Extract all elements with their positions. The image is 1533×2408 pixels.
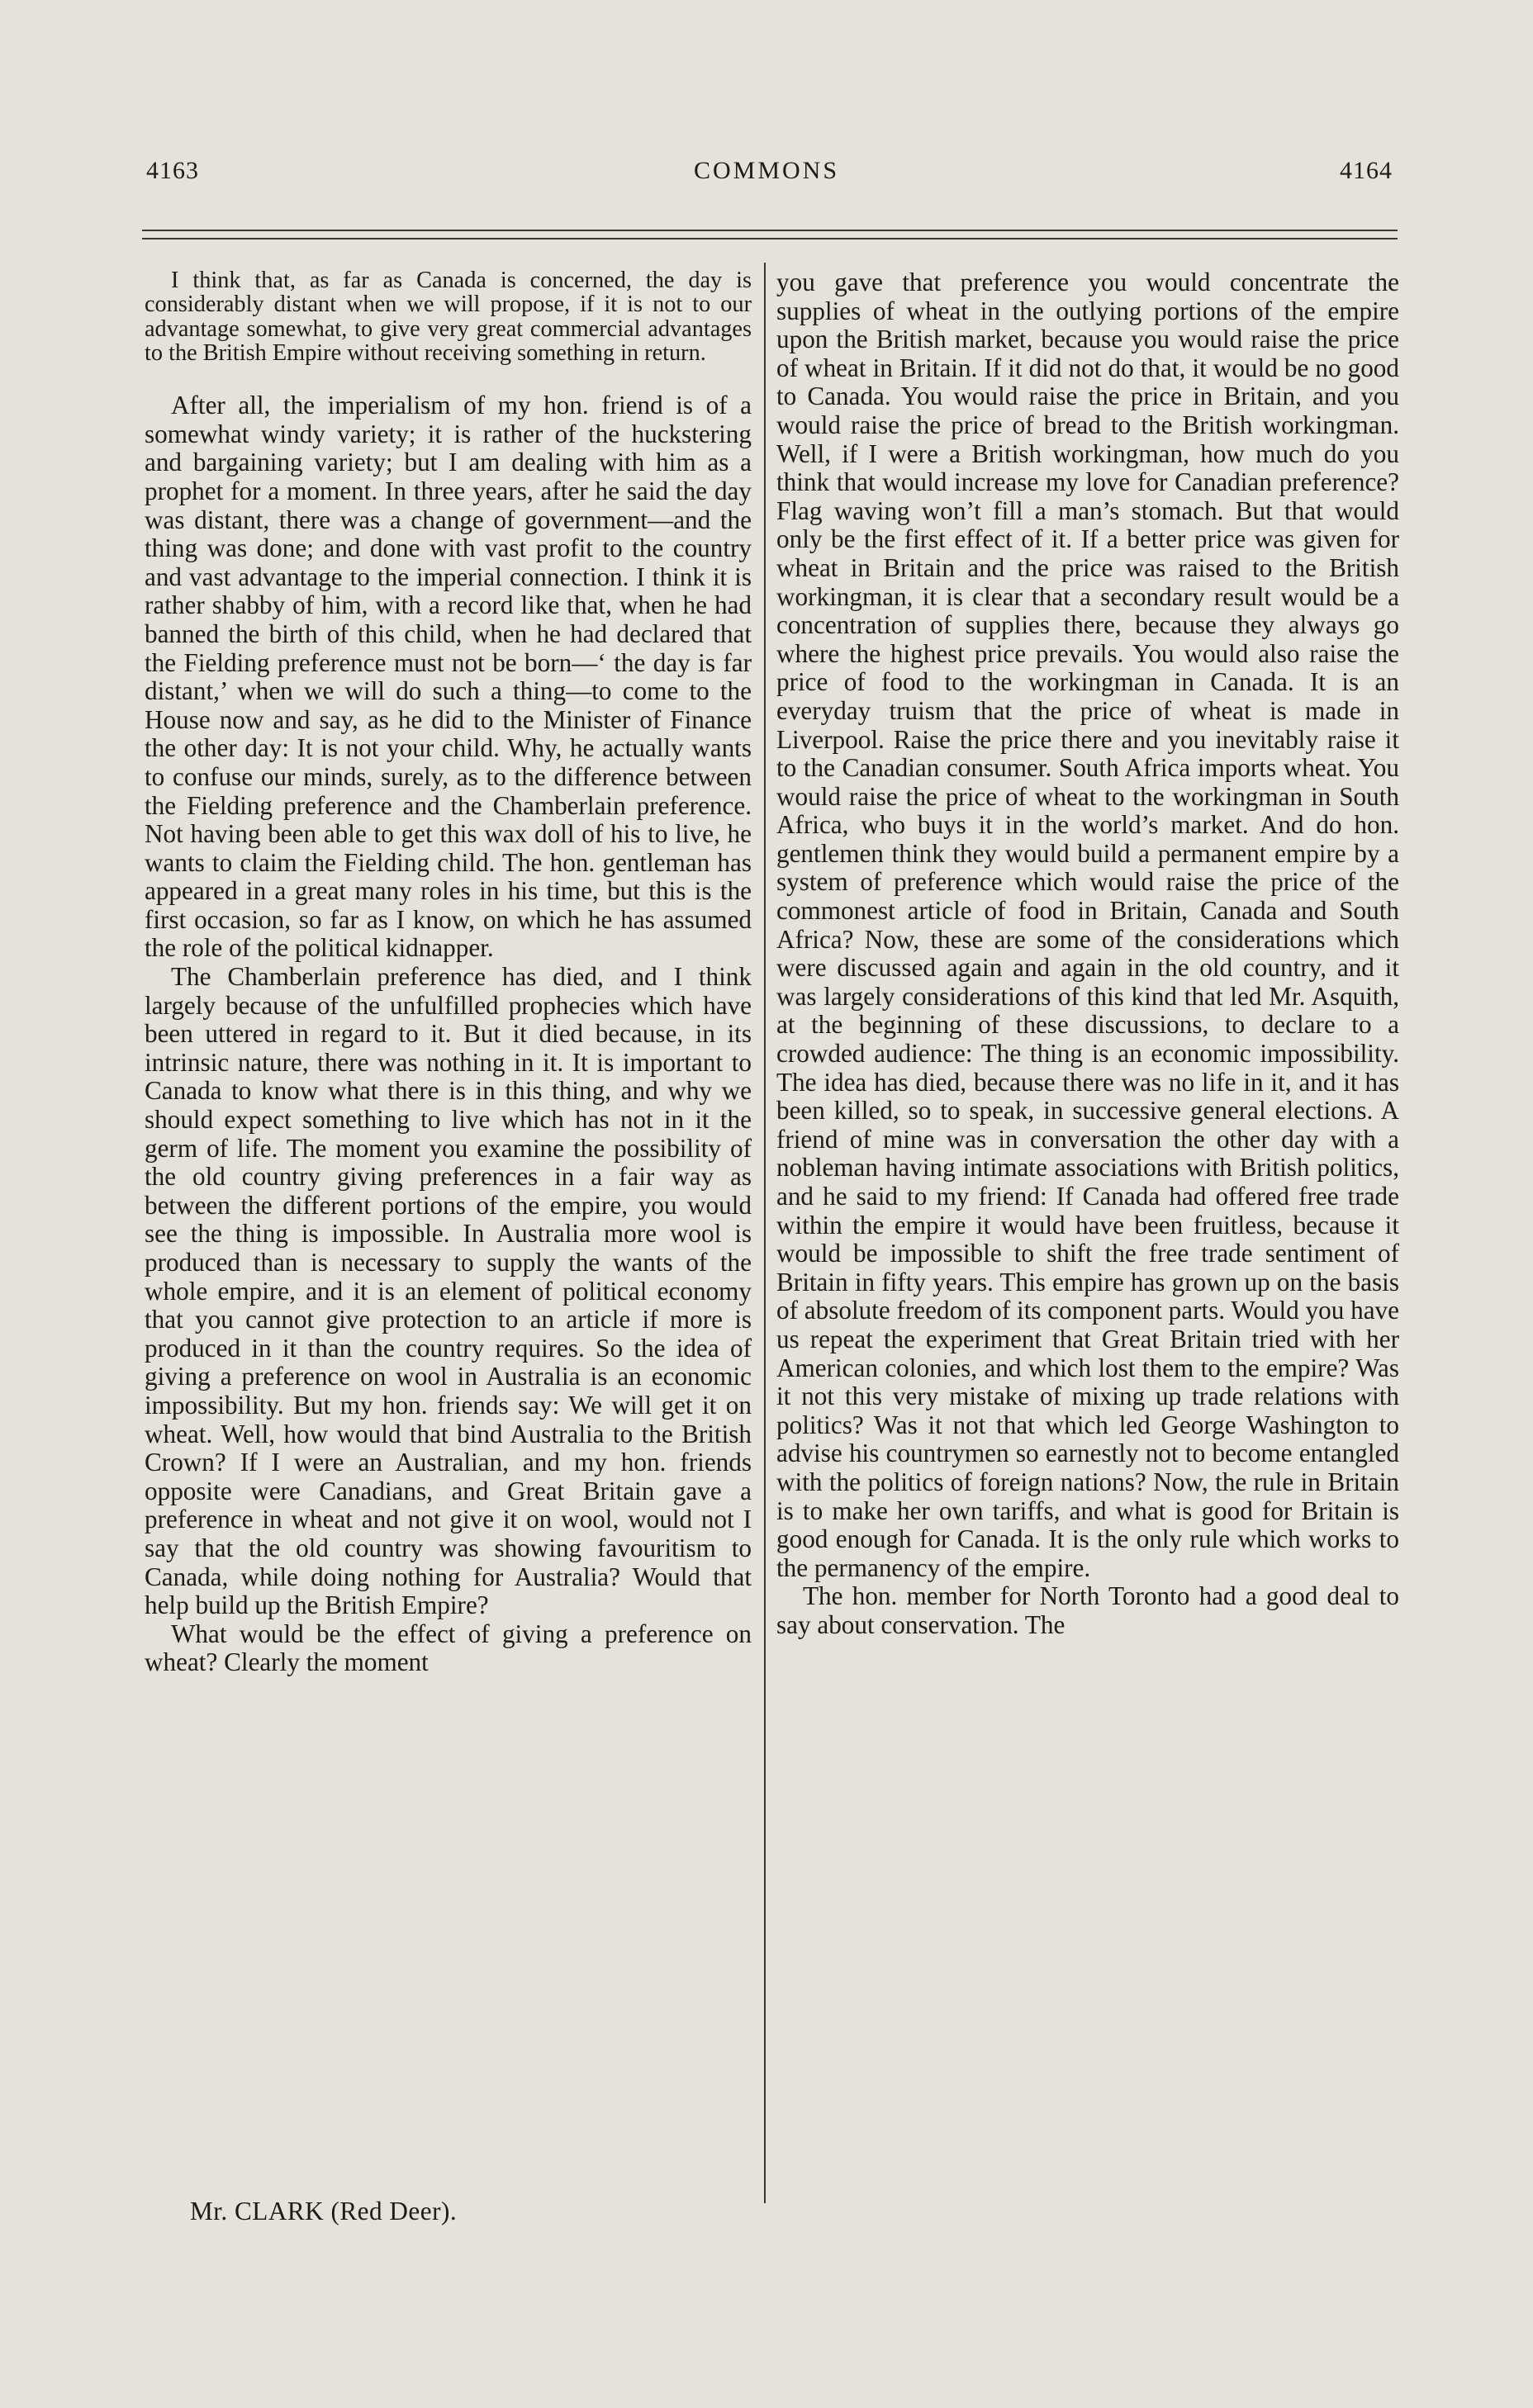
running-title: COMMONS: [693, 157, 840, 184]
page-number-right: 4164: [1340, 157, 1393, 184]
paragraph: The hon. member for North Toronto had a good deal to say about conservation. The: [776, 1581, 1399, 1639]
header-rule-top: [142, 230, 1398, 231]
right-column: [776, 268, 1399, 1640]
left-column: [145, 268, 752, 1677]
block-quote: I think that, as far as Canada is concerned, the day is considerably distant when we will propose, if it is not to our advantage somewhat, to give very great commercial advantages to the British Empire without receiving something in return.: [145, 268, 752, 366]
page-number-left: 4163: [146, 157, 199, 184]
paragraph: What would be the effect of giving a preference on wheat? Clearly the moment: [145, 1619, 752, 1677]
paragraph: The Chamberlain preference has died, and I think largely because of the unfulfilled prophecies which have been uttered in regard to it. But it died because, in its intrinsic nature, there was nothing in it. It is important to Canada to know what there is in this thing, and why we should expect something to live which has not in it the germ of life. The moment you examine the possibility of the old country giving preferences in a fair way as between the different portions of the empire, you would see the thing is impossible. In Australia more wool is produced than is necessary to supply the wants of the whole empire, and it is an element of political economy that you cannot give protection to an article if more is produced in it than the country requires. So the idea of giving a preference on wool in Australia is an economic impossibility. But my hon. friends say: We will get it on wheat. Well, how would that bind Australia to the British Crown? If I were an Australian, and my hon. friends opposite were Canadians, and Great Britain gave a preference in wheat and not give it on wool, would not I say that the old country was showing favouritism to Canada, while doing nothing for Australia? Would that help build up the British Empire?: [145, 962, 752, 1620]
header-rule-bottom: [142, 238, 1398, 239]
page-header: [0, 157, 1533, 198]
speaker-footer: Mr. CLARK (Red Deer).: [190, 2197, 458, 2226]
paragraph: you gave that preference you would concentrate the supplies of wheat in the outlying portions of the empire upon the British market, because you would raise the price of wheat in Britain. If it did not do that, it would be no good to Canada. You would raise the price in Britain, and you would raise the price of bread to the British workingman. Well, if I were a British workingman, how much do you think that would increase my love for Canadian preference? Flag waving won’t fill a man’s stomach. But that would only be the first effect of it. If a better price was given for wheat in Britain and the price was raised to the British workingman, it is clear that a secondary result would be a concentration of supplies there, because they always go where the highest price prevails. You would also raise the price of food to the workingman in Canada. It is an everyday truism that the price of wheat is made in Liverpool. Raise the price there and you inevitably raise it to the Canadian consumer. South Africa imports wheat. You would raise the price of wheat to the workingman in South Africa, who buys it in the world’s market. And do hon. gentlemen think they would build a permanent empire by a system of preference which would raise the price of the commonest article of food in Britain, Canada and South Africa? Now, these are some of the considerations which were discussed again and again in the old country, and it was largely considerations of this kind that led Mr. Asquith, at the beginning of these discussions, to declare to a crowded audience: The thing is an economic impossibility. The idea has died, because there was no life in it, and it has been killed, so to speak, in successive general elections. A friend of mine was in conversation the other day with a nobleman having intimate associations with British politics, and he said to my friend: If Canada had offered free trade within the empire it would have been fruitless, because it would be impossible to shift the free trade sentiment of Britain in fifty years. This empire has grown up on the basis of absolute freedom of its component parts. Would you have us repeat the experiment that Great Britain tried with her American colonies, and which lost them to the empire? Was it not this very mistake of mixing up trade relations with politics? Was it not that which led George Washington to advise his countrymen so earnestly not to become entangled with the politics of foreign nations? Now, the rule in Britain is to make her own tariffs, and what is good for Britain is good enough for Canada. It is the only rule which works to the permanency of the empire.: [776, 268, 1399, 1582]
paragraph: After all, the imperialism of my hon. friend is of a somewhat windy variety; it is rather of the huckstering and bargaining variety; but I am dealing with him as a prophet for a moment. In three years, after he said the day was distant, there was a change of government—and the thing was done; and done with vast profit to the country and vast advantage to the imperial connection. I think it is rather shabby of him, with a record like that, when he had banned the birth of this child, when he had declared that the Fielding preference must not be born—‘ the day is far distant,’ when we will do such a thing—to come to the House now and say, as he did to the Minister of Finance the other day: It is not your child. Why, he actually wants to confuse our minds, surely, as to the difference between the Fielding preference and the Chamberlain preference. Not having been able to get this wax doll of his to live, he wants to claim the Fielding child. The hon. gentleman has appeared in a great many roles in his time, but this is the first occasion, so far as I know, on which he has assumed the role of the political kidnapper.: [145, 391, 752, 963]
column-divider: [764, 263, 766, 2203]
